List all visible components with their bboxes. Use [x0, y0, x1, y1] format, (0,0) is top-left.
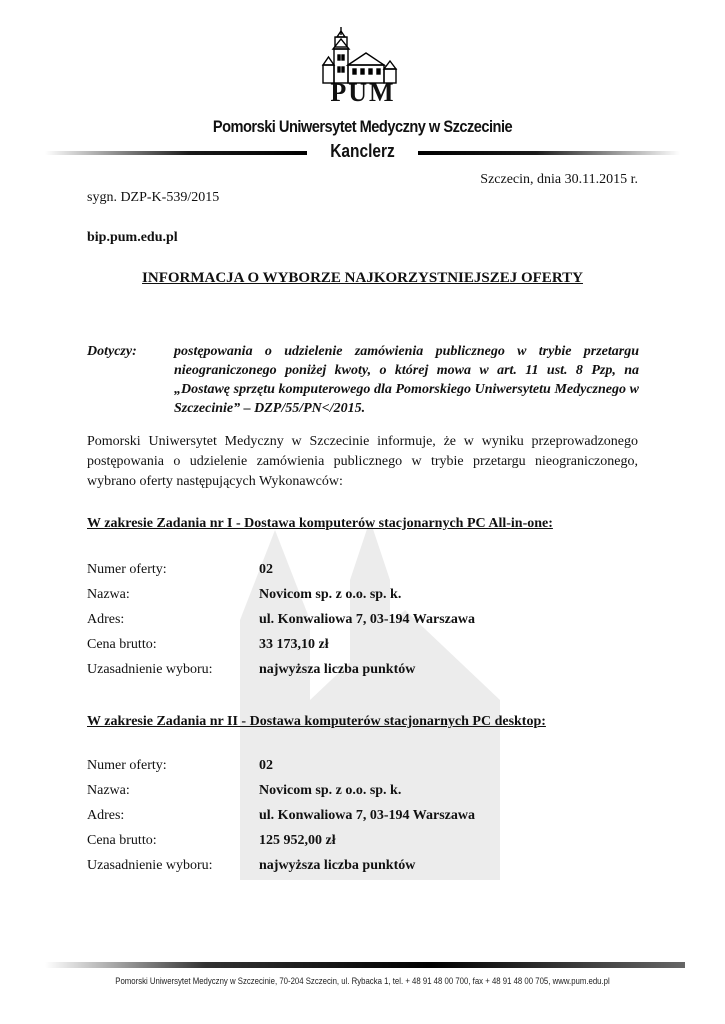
task-1-label-address: Adres:: [87, 612, 125, 627]
task-1-value-justification: najwyższa liczba punktów: [259, 662, 416, 677]
task-2-value-address: ul. Konwaliowa 7, 03-194 Warszawa: [259, 808, 475, 823]
task-1-value-price: 33 173,10 zł: [259, 637, 329, 652]
document-date: Szczecin, dnia 30.11.2015 r.: [480, 172, 638, 187]
subject-text: postępowania o udzielenie zamówienia publicznego w trybie przetargu nieograniczonego poniżej kwoty, o której mowa w art. 11 ust. 8 Pzp, na „Dostawę sprzętu komputerowego dla Pomorskiego Uniwersytetu Medycznego w Szczecinie” – DZP/55/PN</2015.: [174, 344, 639, 416]
task-2-value-price: 125 952,00 zł: [259, 833, 336, 848]
task-1-label-justification: Uzasadnienie wyboru:: [87, 662, 213, 677]
task-2-value-name: Novicom sp. z o.o. sp. k.: [259, 783, 402, 798]
task-1-value-offer: 02: [259, 562, 273, 577]
task-2-label-price: Cena brutto:: [87, 833, 157, 848]
website-link[interactable]: bip.pum.edu.pl: [87, 230, 178, 245]
castle-watermark: [200, 470, 530, 900]
task-2-label-justification: Uzasadnienie wyboru:: [87, 858, 213, 873]
task-2-label-address: Adres:: [87, 808, 125, 823]
footer-contact: Pomorski Uniwersytet Medyczny w Szczecinie, 70-204 Szczecin, ul. Rybacka 1, tel. + 48 91 48 00 700, fax + 48 91 48 00 705, www.pum.edu.pl: [115, 976, 610, 987]
header-rule-right: [418, 151, 680, 155]
university-name: Pomorski Uniwersytet Medyczny w Szczecinie: [212, 117, 513, 136]
task-1-label-price: Cena brutto:: [87, 637, 157, 652]
task-2-value-justification: najwyższa liczba punktów: [259, 858, 416, 873]
task-1-value-name: Novicom sp. z o.o. sp. k.: [259, 587, 402, 602]
intro-paragraph: Pomorski Uniwersytet Medyczny w Szczecinie informuje, że w wyniku przeprowadzonego postępowania o udzielenie zamówienia publicznego w trybie przetargu nieograniczonego, wybrano oferty następujących Wykonawców:: [87, 434, 638, 489]
task-2-label-name: Nazwa:: [87, 783, 130, 798]
task-1-heading: W zakresie Zadania nr I - Dostawa komputerów stacjonarnych PC All-in-one:: [87, 516, 553, 531]
header-rule-left: [45, 151, 307, 155]
task-2-value-offer: 02: [259, 758, 273, 773]
task-1-label-name: Nazwa:: [87, 587, 130, 602]
reference-number: sygn. DZP-K-539/2015: [87, 190, 220, 205]
task-1-label-offer: Numer oferty:: [87, 562, 167, 577]
department-name: Kanclerz: [330, 141, 395, 161]
task-1-value-address: ul. Konwaliowa 7, 03-194 Warszawa: [259, 612, 475, 627]
document-title: INFORMACJA O WYBORZE NAJKORZYSTNIEJSZEJ OFERTY: [142, 270, 583, 286]
footer-rule: [45, 962, 685, 968]
logo-text: PUM: [330, 78, 396, 107]
subject-label: Dotyczy:: [87, 344, 137, 359]
task-2-heading: W zakresie Zadania nr II - Dostawa komputerów stacjonarnych PC desktop:: [87, 714, 546, 729]
task-2-label-offer: Numer oferty:: [87, 758, 167, 773]
